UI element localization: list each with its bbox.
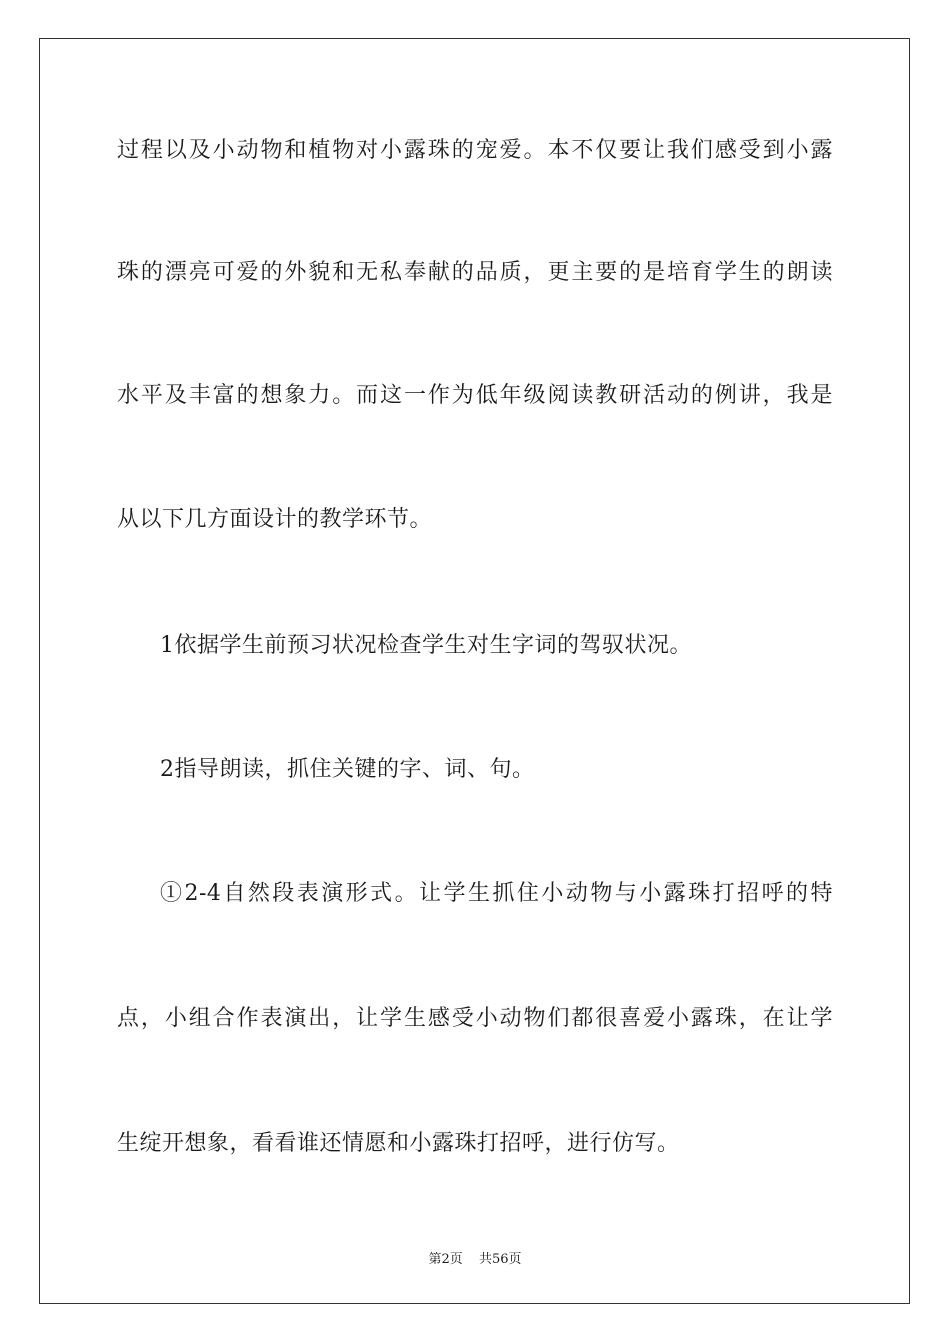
page-footer xyxy=(0,1248,950,1267)
sub-item-line-2: 点，小组合作表演出，让学生感受小动物们都很喜爱小露珠，在让学 xyxy=(117,1006,833,1031)
page-total: 共56页 xyxy=(478,1252,522,1267)
paragraph-line-2: 珠的漂亮可爱的外貌和无私奉献的品质，更主要的是培育学生的朗读 xyxy=(117,260,833,285)
paragraph-line-4: 从以下几方面设计的教学环节。 xyxy=(117,507,433,532)
sub-item-line-1: ①2-4自然段表演形式。让学生抓住小动物与小露珠打招呼的特 xyxy=(160,881,833,906)
sub-item-line-3: 生绽开想象，看看谁还情愿和小露珠打招呼，进行仿写。 xyxy=(117,1131,680,1156)
paragraph-line-1: 过程以及小动物和植物对小露珠的宠爱。本不仅要让我们感受到小露 xyxy=(117,138,833,163)
paragraph-line-3: 水平及丰富的想象力。而这一作为低年级阅读教研活动的例讲，我是 xyxy=(117,383,833,408)
page-border xyxy=(39,38,910,1304)
page-number: 第2页 xyxy=(428,1252,463,1267)
list-item-2: 2指导朗读，抓住关键的字、词、句。 xyxy=(160,757,535,782)
list-item-1: 1依据学生前预习状况检查学生对生字词的驾驭状况。 xyxy=(160,633,692,658)
